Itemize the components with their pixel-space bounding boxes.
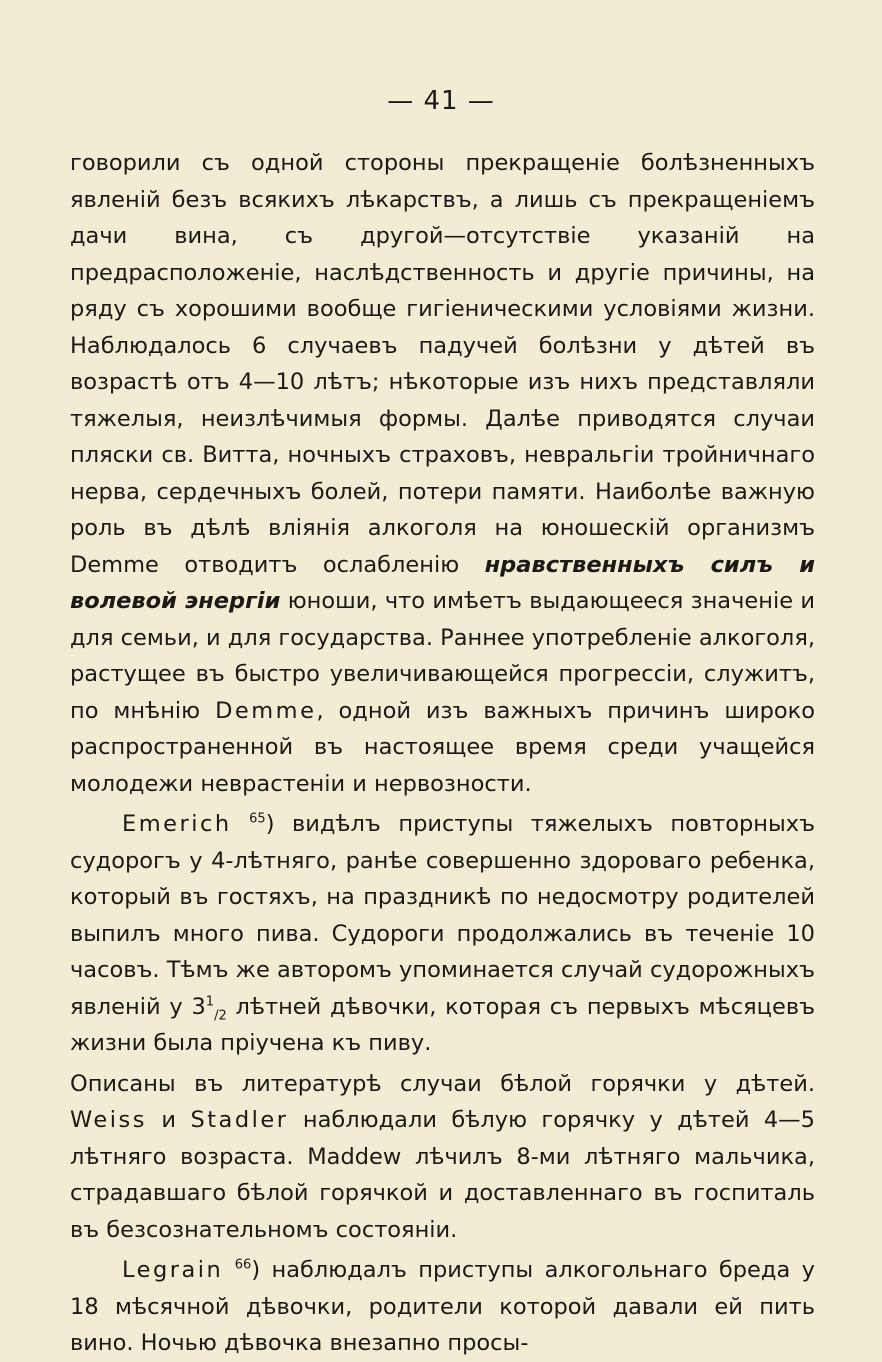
author-name-weiss: Weiss bbox=[70, 1107, 147, 1133]
paragraph-3-text-a: Описаны въ литературѣ случаи бѣлой горячки у дѣтей. bbox=[70, 1070, 815, 1097]
author-name-legrain: Legrain bbox=[122, 1257, 224, 1283]
footnote-ref-65: 65 bbox=[249, 811, 266, 827]
fraction-numerator: 1 bbox=[205, 994, 215, 1009]
paragraph-2-text-a: ) видѣлъ приступы тяжелыхъ повторныхъ судорогъ у 4-лѣтняго, ранѣе совершенно здороваго ребенка, который въ гостяхъ, на праздникѣ по недосмотру родителей выпилъ много пива. Судороги продолжались въ теченіе 10 часовъ. Тѣмъ же авторомъ упоминается случай судорожныхъ явленій у 3 bbox=[70, 811, 815, 1020]
fraction-denominator: /2 bbox=[214, 1008, 227, 1023]
author-name-emerich: Emerich bbox=[122, 811, 232, 837]
paragraph-1-text-c: юноши, что имѣетъ выдающееся значеніе и для семьи, и для государства. Раннее употребленіе алкоголя, растущее въ быстро увеличивающейся прогрессіи, служитъ, по мнѣнію bbox=[70, 588, 816, 724]
author-name-demme-spaced: Demme bbox=[215, 697, 317, 724]
paragraph-4 bbox=[70, 1252, 815, 1362]
paragraph-3 bbox=[70, 1066, 815, 1249]
author-name-demme: Demme bbox=[70, 551, 159, 578]
paragraph-3-text-d: лѣчилъ 8-ми лѣтняго мальчика, страдавшаго бѣлой горячкой и доставленнаго въ госпиталь въ безсознательномъ состояніи. bbox=[70, 1143, 815, 1243]
paragraph-1-text-a: говорили съ одной стороны прекращеніе болѣзненныхъ явленій безъ всякихъ лѣкарствъ, а лишь съ прекращеніемъ дачи вина, съ другой—отсутствіе указаній на предрасположеніе, наслѣдственность и другіе причины, на ряду съ хорошими вообще гигіеническими условіями жизни. Наблюдалось 6 случаевъ падучей болѣзни у дѣтей въ возрастѣ отъ 4—10 лѣтъ; нѣкоторые изъ нихъ представляли тяжелыя, неизлѣчимыя формы. Далѣе приводятся случаи пляски св. Витта, ночныхъ страховъ, невральгіи тройничнаго нерва, сердечныхъ болей, потери памяти. Наиболѣе важную роль въ дѣлѣ вліянія алкоголя на юношескій организмъ bbox=[70, 150, 815, 541]
author-name-maddew: Maddew bbox=[307, 1143, 402, 1170]
paragraph-1-text-b: отводитъ ослабленію bbox=[158, 551, 485, 578]
paragraph-2-text-b: лѣтней дѣвочки, которая съ первыхъ мѣсяцевъ жизни была пріучена къ пиву. bbox=[70, 993, 815, 1056]
emphasized-phrase: нравственныхъ силъ и волевой энергіи bbox=[70, 551, 815, 614]
paragraph-2 bbox=[70, 806, 815, 1062]
footnote-ref-66: 66 bbox=[234, 1257, 252, 1273]
text-body bbox=[70, 145, 815, 1362]
paragraph-3-text-b: и bbox=[146, 1107, 191, 1133]
paragraph-1 bbox=[70, 145, 815, 802]
paragraph-3-text-c: наблюдали бѣлую горячку у дѣтей 4—5 лѣтняго возраста. bbox=[70, 1107, 815, 1170]
paragraph-1-text-d: , одной изъ важныхъ причинъ широко распространенной въ настоящее время среди учащейся молодежи неврастеніи и нервозности. bbox=[70, 697, 815, 797]
paragraph-4-text-a: ) наблюдалъ приступы алкогольнаго бреда у 18 мѣсячной дѣвочки, родители которой давали ей пить вино. Ночью дѣвочка внезапно просы- bbox=[70, 1257, 816, 1356]
page-number: — 41 — bbox=[387, 86, 495, 116]
author-name-stadler: Stadler bbox=[190, 1107, 289, 1133]
